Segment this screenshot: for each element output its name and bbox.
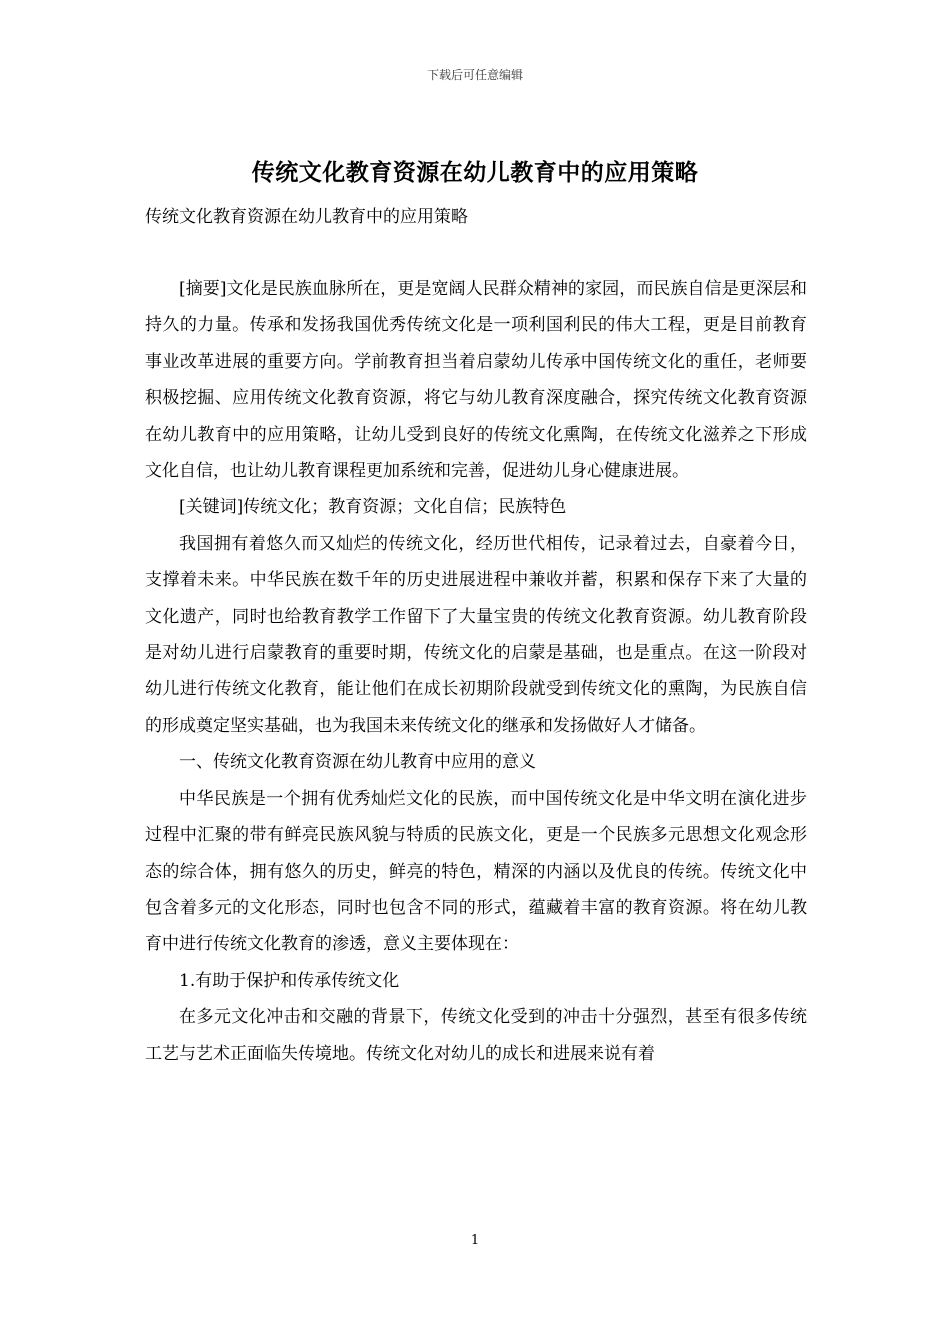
body-paragraph: 中华民族是一个拥有优秀灿烂文化的民族，而中国传统文化是中华文明在演化进步过程中汇聚的带有鲜亮民族风貌与特质的民族文化，更是一个民族多元思想文化观念形态的综合体，拥有悠久的历史，鲜亮的特色，精深的内涵以及优良的传统。传统文化中包含着多元的文化形态，同时也包含不同的形式，蕴藏着丰富的教育资源。将在幼儿教育中进行传统文化教育的渗透，意义主要体现在：: [145, 788, 807, 955]
document-title: 传统文化教育资源在幼儿教育中的应用策略: [251, 159, 699, 186]
keywords-paragraph: [关键词]传统文化；教育资源；文化自信；民族特色: [179, 497, 567, 518]
document-body: [145, 271, 807, 1072]
page-number: 1: [470, 1233, 480, 1248]
abstract-paragraph: [摘要]文化是民族血脉所在，更是宽阔人民群众精神的家园，而民族自信是更深层和持久的力量。传承和发扬我国优秀传统文化是一项利国利民的伟大工程，更是目前教育事业改革进展的重要方向。学前教育担当着启蒙幼儿传承中国传统文化的重任，老师要积极挖掘、应用传统文化教育资源，将它与幼儿教育深度融合，探究传统文化教育资源在幼儿教育中的应用策略，让幼儿受到良好的传统文化熏陶，在传统文化滋养之下形成文化自信，也让幼儿教育课程更加系统和完善，促进幼儿身心健康进展。: [145, 279, 807, 482]
section-heading: 一、传统文化教育资源在幼儿教育中应用的意义: [179, 752, 536, 773]
document-subtitle: 传统文化教育资源在幼儿教育中的应用策略: [145, 207, 468, 227]
intro-paragraph: 我国拥有着悠久而又灿烂的传统文化，经历世代相传，记录着过去，自豪着今日，支撑着未来。中华民族在数千年的历史进展进程中兼收并蓄，积累和保存下来了大量的文化遗产，同时也给教育教学工作留下了大量宝贵的传统文化教育资源。幼儿教育阶段是对幼儿进行启蒙教育的重要时期，传统文化的启蒙是基础，也是重点。在这一阶段对幼儿进行传统文化教育，能让他们在成长初期阶段就受到传统文化的熏陶，为民族自信的形成奠定坚实基础，也为我国未来传统文化的继承和发扬做好人才储备。: [145, 533, 807, 736]
subsection-heading: 1.有助于保护和传承传统文化: [179, 970, 400, 991]
page-header: 下载后可任意编辑: [426, 68, 523, 82]
body-paragraph: 在多元文化冲击和交融的背景下，传统文化受到的冲击十分强烈，甚至有很多传统工艺与艺术正面临失传境地。传统文化对幼儿的成长和进展来说有着: [145, 1007, 807, 1064]
